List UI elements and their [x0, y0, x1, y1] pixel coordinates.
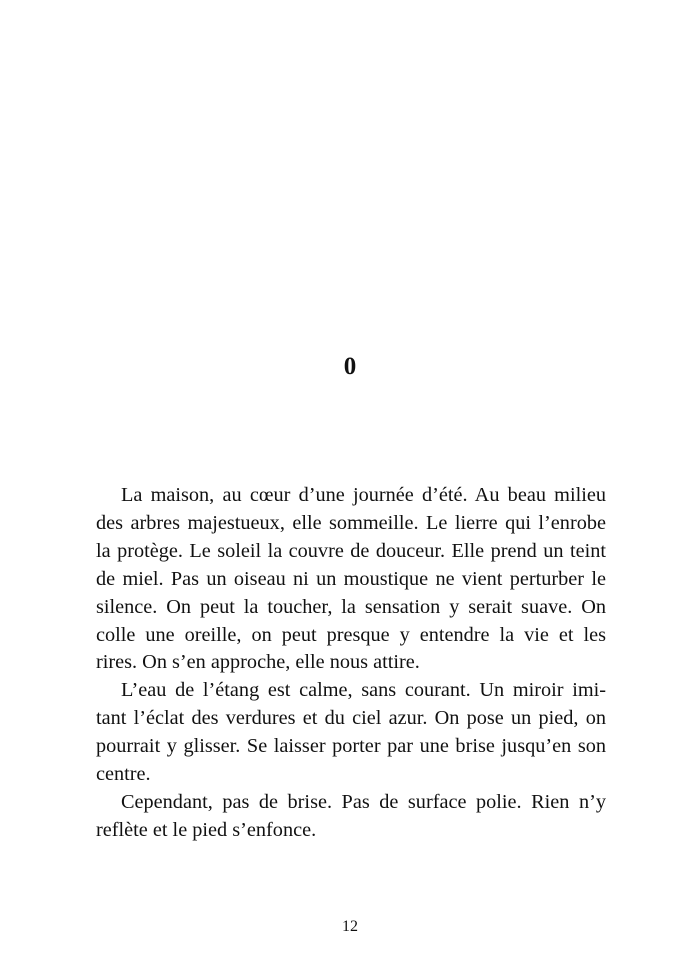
text-line: des arbres majestueux, elle sommeille. Le lierre qui l’enrobe [96, 511, 606, 534]
text-line: la protège. Le soleil la couvre de douceur. Elle prend un teint [96, 539, 606, 562]
body-text [96, 482, 606, 845]
text-line: centre. [96, 763, 151, 786]
text-line: pourrait y glisser. Se laisser porter par une brise jusqu’en son [96, 735, 606, 758]
paragraph [96, 677, 606, 789]
text-line: L’eau de l’étang est calme, sans courant. Un miroir imi- [121, 679, 606, 702]
page-number: 12 [342, 918, 358, 935]
text-line: reflète et le pied s’enfonce. [96, 818, 317, 841]
text-line: tant l’éclat des verdures et du ciel azur. On pose un pied, on [96, 707, 606, 730]
chapter-number: 0 [343, 353, 357, 380]
text-line: rires. On s’en approche, elle nous attire. [96, 651, 420, 674]
text-line: de miel. Pas un oiseau ni un moustique ne vient perturber le [96, 567, 606, 590]
text-line: Cependant, pas de brise. Pas de surface polie. Rien n’y [121, 790, 606, 813]
text-line: La maison, au cœur d’une journée d’été. Au beau milieu [121, 484, 606, 506]
paragraph [96, 789, 606, 845]
paragraph [96, 482, 606, 677]
text-line: silence. On peut la toucher, la sensation y serait suave. On [96, 595, 606, 618]
text-line: colle une oreille, on peut presque y entendre la vie et les [96, 623, 606, 646]
